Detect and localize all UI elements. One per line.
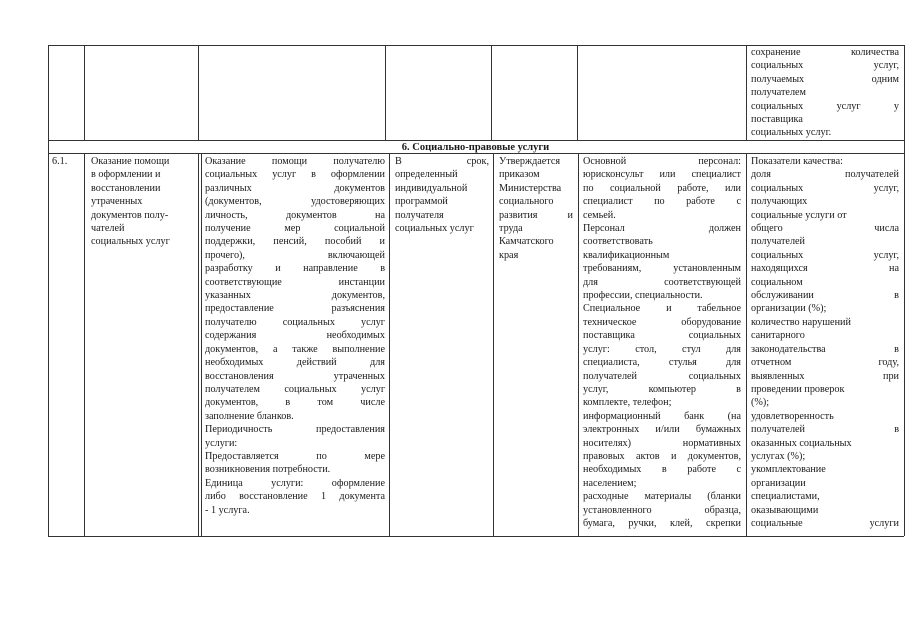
text-line: документов полу- xyxy=(91,209,169,221)
text-line: социального xyxy=(499,196,554,208)
text-line: населением; xyxy=(583,477,637,489)
text-line: Оказание помощи получателю xyxy=(205,156,385,167)
text-line: получателей в xyxy=(751,424,899,436)
text-line: установленного образца, xyxy=(583,504,741,516)
text-line: находящихся на xyxy=(751,263,899,275)
text-line: В срок, xyxy=(395,156,489,167)
text-line: указанных документов, xyxy=(205,290,385,302)
text-line: либо восстановление 1 документа xyxy=(205,491,385,503)
text-line: расходные материалы (бланки xyxy=(583,491,741,503)
text-line: Министерства xyxy=(499,182,562,194)
text-line: организации (%); xyxy=(751,303,827,315)
text-line: информационный банк (на xyxy=(583,410,741,422)
text-line: получателей xyxy=(751,236,806,248)
text-line: санитарного xyxy=(751,330,805,342)
text-line: носителях) нормативных xyxy=(583,437,741,449)
text-line: заполнение бланков. xyxy=(205,410,294,422)
col-divider xyxy=(493,153,494,536)
text-line: (%); xyxy=(751,397,770,409)
text-line: индивидуальной xyxy=(395,182,468,194)
text-line: Предоставляется по мере xyxy=(205,450,385,462)
text-line: личность, документов на xyxy=(205,209,385,221)
text-line: специалистами, xyxy=(751,491,820,503)
text-line: бумага, ручки, клей, скрепки xyxy=(583,517,741,529)
text-line: необходимых действий для xyxy=(205,357,385,369)
text-line: социальных услуг xyxy=(91,236,170,248)
text-line: требованиям, установленным xyxy=(583,263,741,275)
text-line: услуг, компьютер в xyxy=(583,383,741,395)
text-line: оказывающими xyxy=(751,504,819,516)
text-line: сохранение количества xyxy=(751,47,899,58)
col-divider xyxy=(84,45,85,141)
text-line: содержания необходимых xyxy=(205,330,385,342)
text-line: услугах (%); xyxy=(751,450,806,462)
text-line: края xyxy=(499,249,519,261)
text-line: отчетном году, xyxy=(751,357,899,369)
text-line: количество нарушений xyxy=(751,316,851,328)
text-line: предоставление разъяснения xyxy=(205,303,385,315)
col-divider xyxy=(198,153,199,536)
text-line: социальных услуг, xyxy=(751,60,899,72)
col-divider xyxy=(201,153,202,536)
service-term-cell xyxy=(395,155,489,235)
text-line: Оказание помощи xyxy=(91,156,170,167)
text-line: социальные услуги от xyxy=(751,209,847,221)
text-line: правовых актов и документов, xyxy=(583,450,741,462)
text-line: семьей. xyxy=(583,209,616,221)
text-line: Показатели качества: xyxy=(751,156,843,167)
service-tariff-cell xyxy=(499,155,573,262)
text-line: поставщика социальных xyxy=(583,330,741,342)
text-line: Специальное и табельное xyxy=(583,303,741,315)
text-line: профессии, специальности. xyxy=(583,290,703,302)
text-line: соответствовать xyxy=(583,236,653,248)
text-line: проведении проверок xyxy=(751,383,845,395)
text-line: выявленных при xyxy=(751,370,899,382)
section-title: 6. Социально-правовые услуги xyxy=(401,142,550,153)
text-line: получающих xyxy=(751,196,808,208)
text-line: документов, в том числе xyxy=(205,397,385,409)
table-bottom-border xyxy=(48,536,904,537)
text-line: социальных услуг. xyxy=(751,127,832,139)
col-divider xyxy=(491,45,492,141)
text-line: специалиста, стулья для xyxy=(583,357,741,369)
col-divider xyxy=(385,45,386,141)
col-divider xyxy=(198,45,199,141)
text-line: утраченных xyxy=(91,196,143,208)
text-line: социальных услуг в оформлении xyxy=(205,169,385,181)
text-line: получателем социальных услуг xyxy=(205,383,385,395)
text-line: получателем xyxy=(751,87,806,99)
text-line: укомплектование xyxy=(751,464,826,476)
text-line: законодательства в xyxy=(751,343,899,355)
text-line: услуг: стол, стул для xyxy=(583,343,741,355)
text-line: комплекте, телефон; xyxy=(583,397,672,409)
col-divider xyxy=(746,153,747,536)
text-line: приказом xyxy=(499,169,540,181)
text-line: в оформлении и xyxy=(91,169,161,181)
service-description-cell xyxy=(205,155,385,517)
text-line: разработку и направление в xyxy=(205,263,385,275)
text-line: необходимых в работе с xyxy=(583,464,741,476)
text-line: оказанных социальных xyxy=(751,437,852,449)
text-line: социальных услуг, xyxy=(751,182,899,194)
text-line: электронных и/или бумажных xyxy=(583,424,741,436)
text-line: социальных услуг у xyxy=(751,100,899,112)
service-name-cell xyxy=(91,155,196,249)
text-line: Периодичность предоставления xyxy=(205,424,385,436)
text-line: для соответствующей xyxy=(583,276,741,288)
text-line: соответствующие инстанции xyxy=(205,276,385,288)
text-line: юрисконсульт или специалист xyxy=(583,169,741,181)
service-quality-cell xyxy=(751,155,899,535)
text-line: Основной персонал: xyxy=(583,156,741,167)
service-conditions-cell xyxy=(583,155,741,535)
col-divider xyxy=(84,153,85,536)
text-line: Камчатского xyxy=(499,236,554,248)
text-line: чателей xyxy=(91,223,125,235)
text-line: возникновения потребности. xyxy=(205,464,331,476)
text-line: различных документов xyxy=(205,182,385,194)
text-line: Персонал должен xyxy=(583,223,741,235)
text-line: определенный xyxy=(395,169,458,181)
text-line: социальных услуг xyxy=(395,223,474,235)
col-divider xyxy=(577,45,578,141)
text-line: получаемых одним xyxy=(751,73,899,85)
text-line: документов, а также выполнение xyxy=(205,343,385,355)
text-line: социальном xyxy=(751,276,803,288)
text-line: прочего), включающей xyxy=(205,249,385,261)
top-quality-cell xyxy=(751,46,899,140)
text-line: доля получателей xyxy=(751,169,899,181)
text-line: программой xyxy=(395,196,448,208)
text-line: получателя xyxy=(395,209,444,221)
text-line: общего числа xyxy=(751,223,899,235)
text-line: удовлетворенность xyxy=(751,410,834,422)
text-line: восстановлении xyxy=(91,182,161,194)
text-line: социальных услуг, xyxy=(751,249,899,261)
text-line: услуги: xyxy=(205,437,238,449)
col-divider xyxy=(578,153,579,536)
text-line: техническое оборудование xyxy=(583,316,741,328)
text-line: квалификационным xyxy=(583,249,670,261)
text-line: поставщика xyxy=(751,114,803,126)
text-line: Единица услуги: оформление xyxy=(205,477,385,489)
text-line: получателей социальных xyxy=(583,370,741,382)
text-line: по социальной работе, или xyxy=(583,182,741,194)
text-line: обслуживании в xyxy=(751,290,899,302)
text-line: специалист по работе с xyxy=(583,196,741,208)
col-divider xyxy=(48,45,49,536)
col-divider xyxy=(746,45,747,141)
text-line: Утверждается xyxy=(499,156,561,167)
text-line: получение мер социальной xyxy=(205,223,385,235)
row-number: 6.1. xyxy=(52,156,68,167)
text-line: развития и xyxy=(499,209,573,221)
text-line: (документов, удостоверяющих xyxy=(205,196,385,208)
text-line: социальные услуги xyxy=(751,517,899,529)
col-divider xyxy=(389,153,390,536)
text-line: поддержки, пенсий, пособий и xyxy=(205,236,385,248)
text-line: получателю социальных услуг xyxy=(205,316,385,328)
text-line: труда xyxy=(499,223,523,235)
text-line: восстановления утраченных xyxy=(205,370,385,382)
text-line: - 1 услуга. xyxy=(205,504,250,516)
text-line: организации xyxy=(751,477,806,489)
